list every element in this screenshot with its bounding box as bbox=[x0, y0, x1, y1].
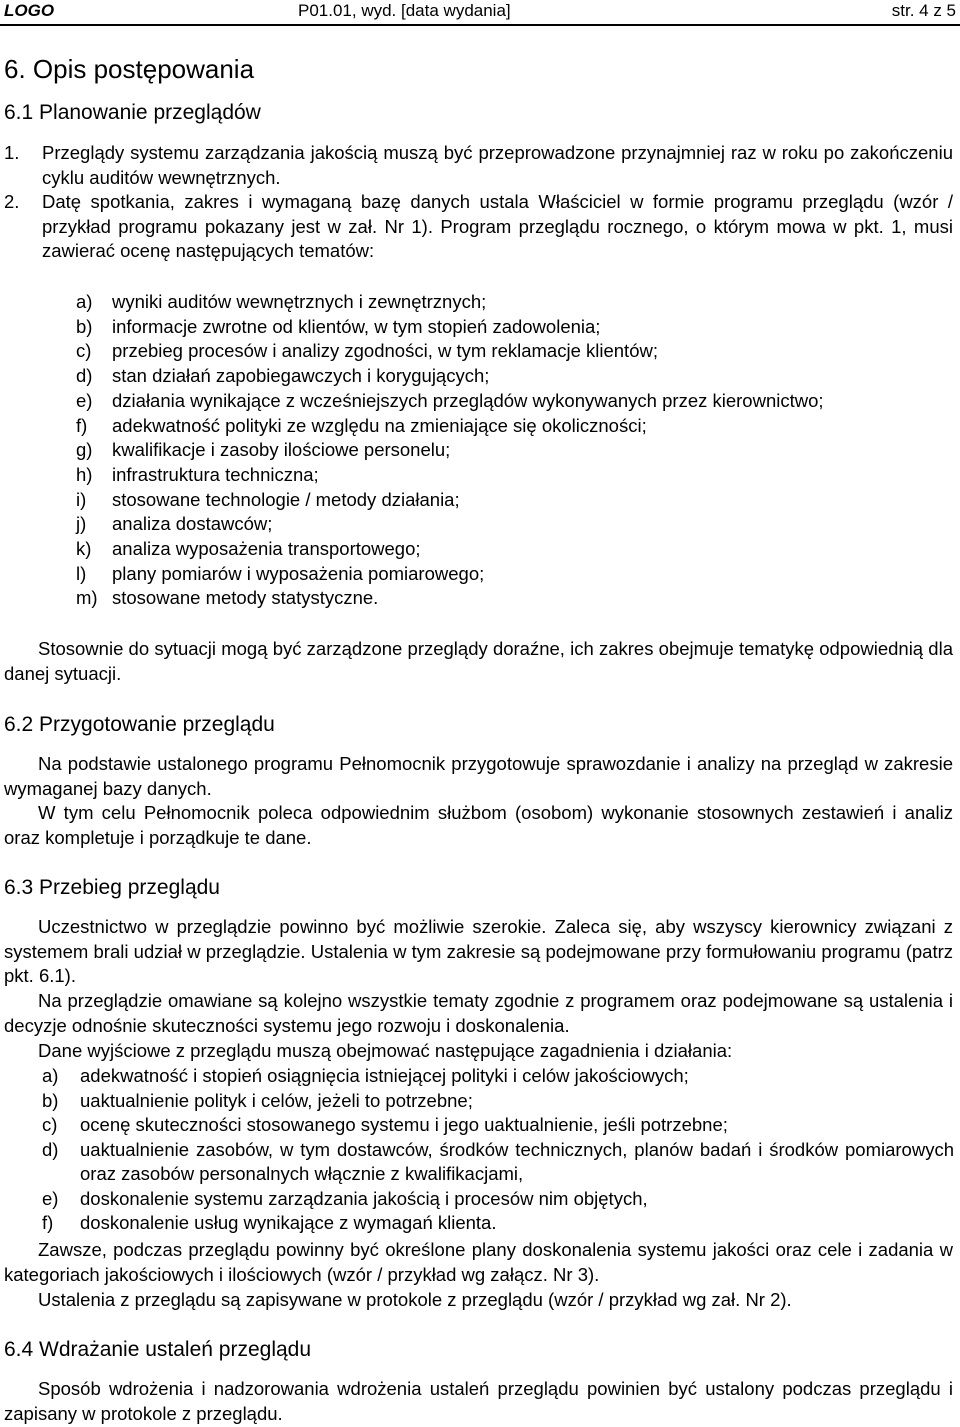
section-title: 6. Opis postępowania bbox=[4, 54, 255, 84]
list-item bbox=[76, 315, 956, 340]
list-item bbox=[76, 537, 956, 562]
list-item bbox=[42, 1089, 954, 1114]
subsection-title-6-4: 6.4 Wdrażanie ustaleń przeglądu bbox=[4, 1338, 312, 1361]
list-item-text: doskonalenie usług wynikające z wymagań klienta. bbox=[80, 1212, 497, 1233]
paragraph: Na podstawie ustalonego programu Pełnomocnik przygotowuje sprawozdanie i analizy na przegląd w zakresie wymaganej bazy danych. bbox=[4, 753, 953, 799]
list-letter: f) bbox=[42, 1212, 54, 1233]
list-letter: m) bbox=[76, 587, 98, 609]
list-letter: i) bbox=[76, 488, 87, 510]
list-item bbox=[76, 364, 956, 389]
review-topics-list bbox=[76, 290, 956, 611]
list-item bbox=[76, 586, 956, 611]
list-item-text: stan działań zapobiegawczych i korygujących; bbox=[112, 365, 490, 387]
paragraph: Uczestnictwo w przeglądzie powinno być możliwie szerokie. Zaleca się, aby wszyscy kierownicy związani z systemem brali udział w przeglądzie. Ustalenia w tym zakresie są podejmowane przy formułowaniu programu (patrz pkt. 6.1). bbox=[4, 916, 953, 986]
list-letter: b) bbox=[42, 1089, 59, 1111]
page-header bbox=[0, 0, 960, 26]
list-number: 1. bbox=[4, 142, 20, 163]
paragraph: Zawsze, podczas przeglądu powinny być określone plany doskonalenia systemu jakości oraz cele i zadania w kategoriach jakościowych i ilościowych (wzór / przykład wg załącz. Nr 3). bbox=[4, 1239, 953, 1285]
list-item bbox=[42, 1211, 954, 1236]
list-item-text: infrastruktura techniczna; bbox=[112, 463, 319, 485]
list-letter: b) bbox=[76, 315, 93, 337]
subsection-title-6-2: 6.2 Przygotowanie przeglądu bbox=[4, 713, 275, 736]
list-item-text: analiza dostawców; bbox=[112, 513, 273, 535]
list-item-text: działania wynikające z wcześniejszych przeglądów wykonywanych przez kierownictwo; bbox=[112, 389, 824, 411]
list-item-text: przebieg procesów i analizy zgodności, w tym reklamacje klientów; bbox=[112, 340, 658, 362]
list-letter: h) bbox=[76, 463, 93, 485]
list-letter: c) bbox=[42, 1114, 58, 1135]
subsection-title-6-1: 6.1 Planowanie przeglądów bbox=[4, 101, 261, 124]
paragraph: Dane wyjściowe z przeglądu muszą obejmować następujące zagadnienia i działania: bbox=[38, 1040, 733, 1061]
list-letter: a) bbox=[42, 1065, 59, 1086]
list-item-text: stosowane metody statystyczne. bbox=[112, 587, 379, 609]
list-item-text: analiza wyposażenia transportowego; bbox=[112, 538, 421, 560]
list-item bbox=[76, 339, 956, 364]
list-letter: l) bbox=[76, 562, 87, 584]
list-letter: j) bbox=[76, 513, 87, 535]
paragraph: Na przeglądzie omawiane są kolejno wszystkie tematy zgodnie z programem oraz podejmowane są ustalenia i decyzje odnośnie skuteczności systemu jego rozwoju i doskonalenia. bbox=[4, 990, 953, 1036]
list-item-text: uaktualnienie polityk i celów, jeżeli to potrzebne; bbox=[80, 1089, 473, 1111]
paragraph: Sposób wdrożenia i nadzorowania wdrożenia ustaleń przeglądu powinien być ustalony podczas przeglądu i zapisany w protokole z przeglądu. bbox=[4, 1378, 953, 1424]
list-letter: d) bbox=[76, 365, 93, 387]
list-item-text: adekwatność i stopień osiągnięcia istniejącej polityki i celów jakościowych; bbox=[80, 1065, 689, 1086]
planning-list bbox=[4, 141, 953, 264]
list-letter: c) bbox=[76, 340, 92, 362]
list-item-text: kwalifikacje i zasoby ilościowe personelu; bbox=[112, 439, 451, 461]
list-letter: k) bbox=[76, 538, 92, 560]
list-item-text: adekwatność polityki ze względu na zmieniające się okoliczności; bbox=[112, 414, 647, 436]
subsection-title-6-3: 6.3 Przebieg przeglądu bbox=[4, 876, 220, 899]
list-letter: d) bbox=[42, 1138, 59, 1160]
list-item bbox=[76, 562, 956, 587]
page-number: str. 4 z 5 bbox=[891, 1, 956, 20]
list-item bbox=[42, 1064, 954, 1089]
list-letter: a) bbox=[76, 291, 93, 312]
list-item bbox=[76, 414, 956, 439]
paragraph: Stosownie do sytuacji mogą być zarządzone przeglądy doraźne, ich zakres obejmuje tematykę odpowiednią dla danej sytuacji. bbox=[4, 638, 953, 684]
list-item-text: wyniki auditów wewnętrznych i zewnętrznych; bbox=[112, 291, 487, 312]
paragraph: W tym celu Pełnomocnik poleca odpowiednim służbom (osobom) wykonanie stosownych zestawień i analiz oraz kompletuje i porządkuje te dane. bbox=[4, 802, 953, 848]
list-item bbox=[42, 1113, 954, 1138]
list-letter: f) bbox=[76, 414, 88, 436]
list-item bbox=[4, 190, 953, 264]
list-item-text: uaktualnienie zasobów, w tym dostawców, środków technicznych, planów badań i środków pomiarowych oraz zasobów personalnych włącznie z kwalifikacjami, bbox=[80, 1138, 954, 1184]
list-number: 2. bbox=[4, 191, 20, 212]
list-item bbox=[42, 1138, 954, 1187]
list-item bbox=[76, 463, 956, 488]
list-item-text: plany pomiarów i wyposażenia pomiarowego; bbox=[112, 562, 485, 584]
list-item bbox=[4, 141, 953, 190]
list-item bbox=[42, 1187, 954, 1212]
list-item-text: stosowane technologie / metody działania; bbox=[112, 488, 460, 510]
list-item-text: ocenę skuteczności stosowanego systemu i jego uaktualnienie, jeśli potrzebne; bbox=[80, 1114, 728, 1135]
list-letter: e) bbox=[76, 389, 93, 411]
logo: LOGO bbox=[4, 1, 55, 20]
list-item-text: Datę spotkania, zakres i wymaganą bazę danych ustala Właściciel w formie programu przeglądu (wzór / przykład programu pokazany jest w zał. Nr 1). Program przeglądu rocznego, o którym mowa w pkt. 1, musi zawierać ocenę następujących tematów: bbox=[42, 191, 953, 261]
review-outputs-list bbox=[42, 1064, 954, 1236]
list-item-text: doskonalenie systemu zarządzania jakością i procesów nim objętych, bbox=[80, 1187, 648, 1209]
list-item bbox=[76, 512, 956, 537]
list-item-text: informacje zwrotne od klientów, w tym stopień zadowolenia; bbox=[112, 315, 601, 337]
list-item bbox=[76, 488, 956, 513]
list-item bbox=[76, 290, 956, 315]
list-letter: e) bbox=[42, 1187, 59, 1209]
list-letter: g) bbox=[76, 439, 93, 461]
list-item bbox=[76, 389, 956, 414]
list-item bbox=[76, 438, 956, 463]
list-item-text: Przeglądy systemu zarządzania jakością muszą być przeprowadzone przynajmniej raz w roku po zakończeniu cyklu auditów wewnętrznych. bbox=[42, 142, 953, 188]
paragraph: Ustalenia z przeglądu są zapisywane w protokole z przeglądu (wzór / przykład wg zał. Nr 2). bbox=[38, 1289, 792, 1310]
document-id: P01.01, wyd. [data wydania] bbox=[298, 1, 511, 20]
